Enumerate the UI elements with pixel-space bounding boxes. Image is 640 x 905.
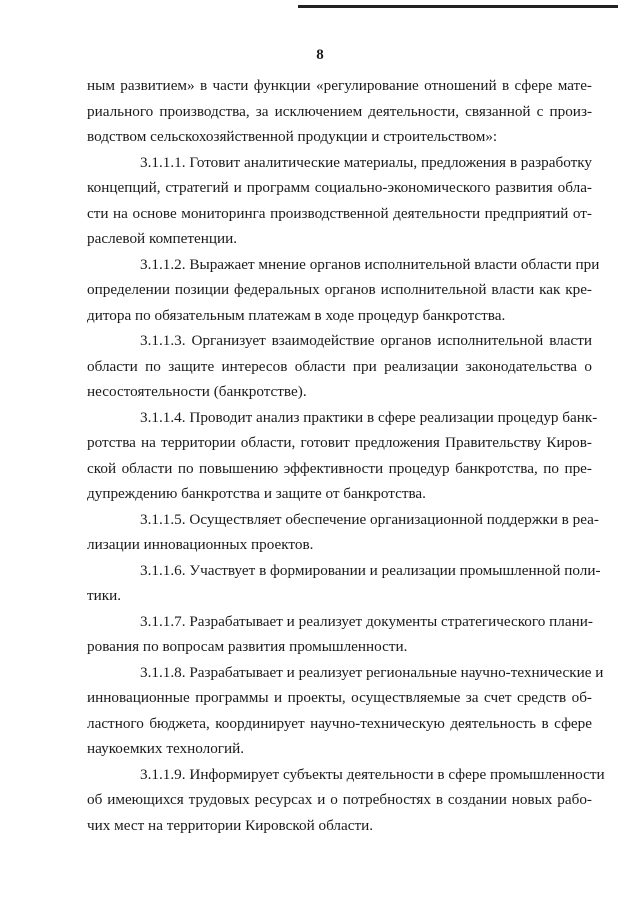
paragraph-3-1-1-7 [87,609,592,660]
paragraph-3-1-1-4 [87,405,598,507]
paragraph-3-1-1-2 [87,252,600,329]
text-line: лизации инновационных проектов. [87,536,314,553]
text-line: области по защите интересов области при реализации законодательства о [87,357,592,375]
text-line: 3.1.1.6. Участвует в формировании и реализации промышленной поли- [140,561,601,579]
text-line: 3.1.1.5. Осуществляет обеспечение организационной поддержки в реа- [140,510,599,528]
text-line: ротства на территории области, готовит предложения Правительству Киров- [87,434,592,451]
top-border-rule [298,5,618,8]
text-line: ным развитием» в части функции «регулирование отношений в сфере мате- [87,77,592,94]
text-line: инновационные программы и проекты, осуществляемые за счет средств об- [87,689,592,706]
paragraph-intro [87,73,592,150]
text-line: 3.1.1.8. Разрабатывает и реализует региональные научно-технические и [140,663,604,681]
text-line: концепций, стратегий и программ социально-экономического развития обла- [87,179,592,196]
text-line: об имеющихся трудовых ресурсах и о потребностях в создании новых рабо- [87,791,592,808]
document-body [87,73,605,838]
text-line: тики. [87,587,122,604]
paragraph-3-1-1-3 [87,328,592,405]
text-line: 3.1.1.4. Проводит анализ практики в сфере реализации процедур банк- [140,408,598,426]
text-line: чих мест на территории Кировской области. [87,816,374,834]
text-line: раслевой компетенции. [87,230,238,247]
text-line: несостоятельности (банкротстве). [87,383,307,400]
paragraph-3-1-1-5 [87,507,599,558]
text-line: риального производства, за исключением деятельности, связанной с произ- [87,102,592,120]
text-line: водством сельскохозяйственной продукции и строительством»: [87,128,498,145]
text-line: 3.1.1.2. Выражает мнение органов исполнительной власти области при [140,255,600,273]
text-line: ской области по повышению эффективности процедур банкротства, по пре- [87,459,592,477]
page-number: 8 [316,47,324,63]
text-line: 3.1.1.3. Организует взаимодействие органов исполнительной власти [140,332,592,349]
text-line: 3.1.1.9. Информирует субъекты деятельности в сфере промышленности [140,765,605,783]
text-line: сти на основе мониторинга производственной деятельности предприятий от- [87,204,592,222]
text-line: 3.1.1.1. Готовит аналитические материалы, предложения в разработку [140,153,592,171]
paragraph-3-1-1-6 [87,558,601,609]
text-line: дупреждению банкротства и защите от банкротства. [87,485,426,502]
text-line: 3.1.1.7. Разрабатывает и реализует документы стратегического плани- [140,612,593,630]
text-line: рования по вопросам развития промышленности. [87,638,408,655]
text-line: наукоемких технологий. [87,740,245,757]
text-line: ластного бюджета, координирует научно-техническую деятельность в сфере [87,714,592,732]
text-line: определении позиции федеральных органов исполнительной власти как кре- [87,281,592,298]
paragraph-3-1-1-1 [87,150,592,252]
paragraph-3-1-1-8 [87,660,604,762]
text-line: дитора по обязательным платежам в ходе процедур банкротства. [87,306,506,324]
paragraph-3-1-1-9 [87,762,605,839]
